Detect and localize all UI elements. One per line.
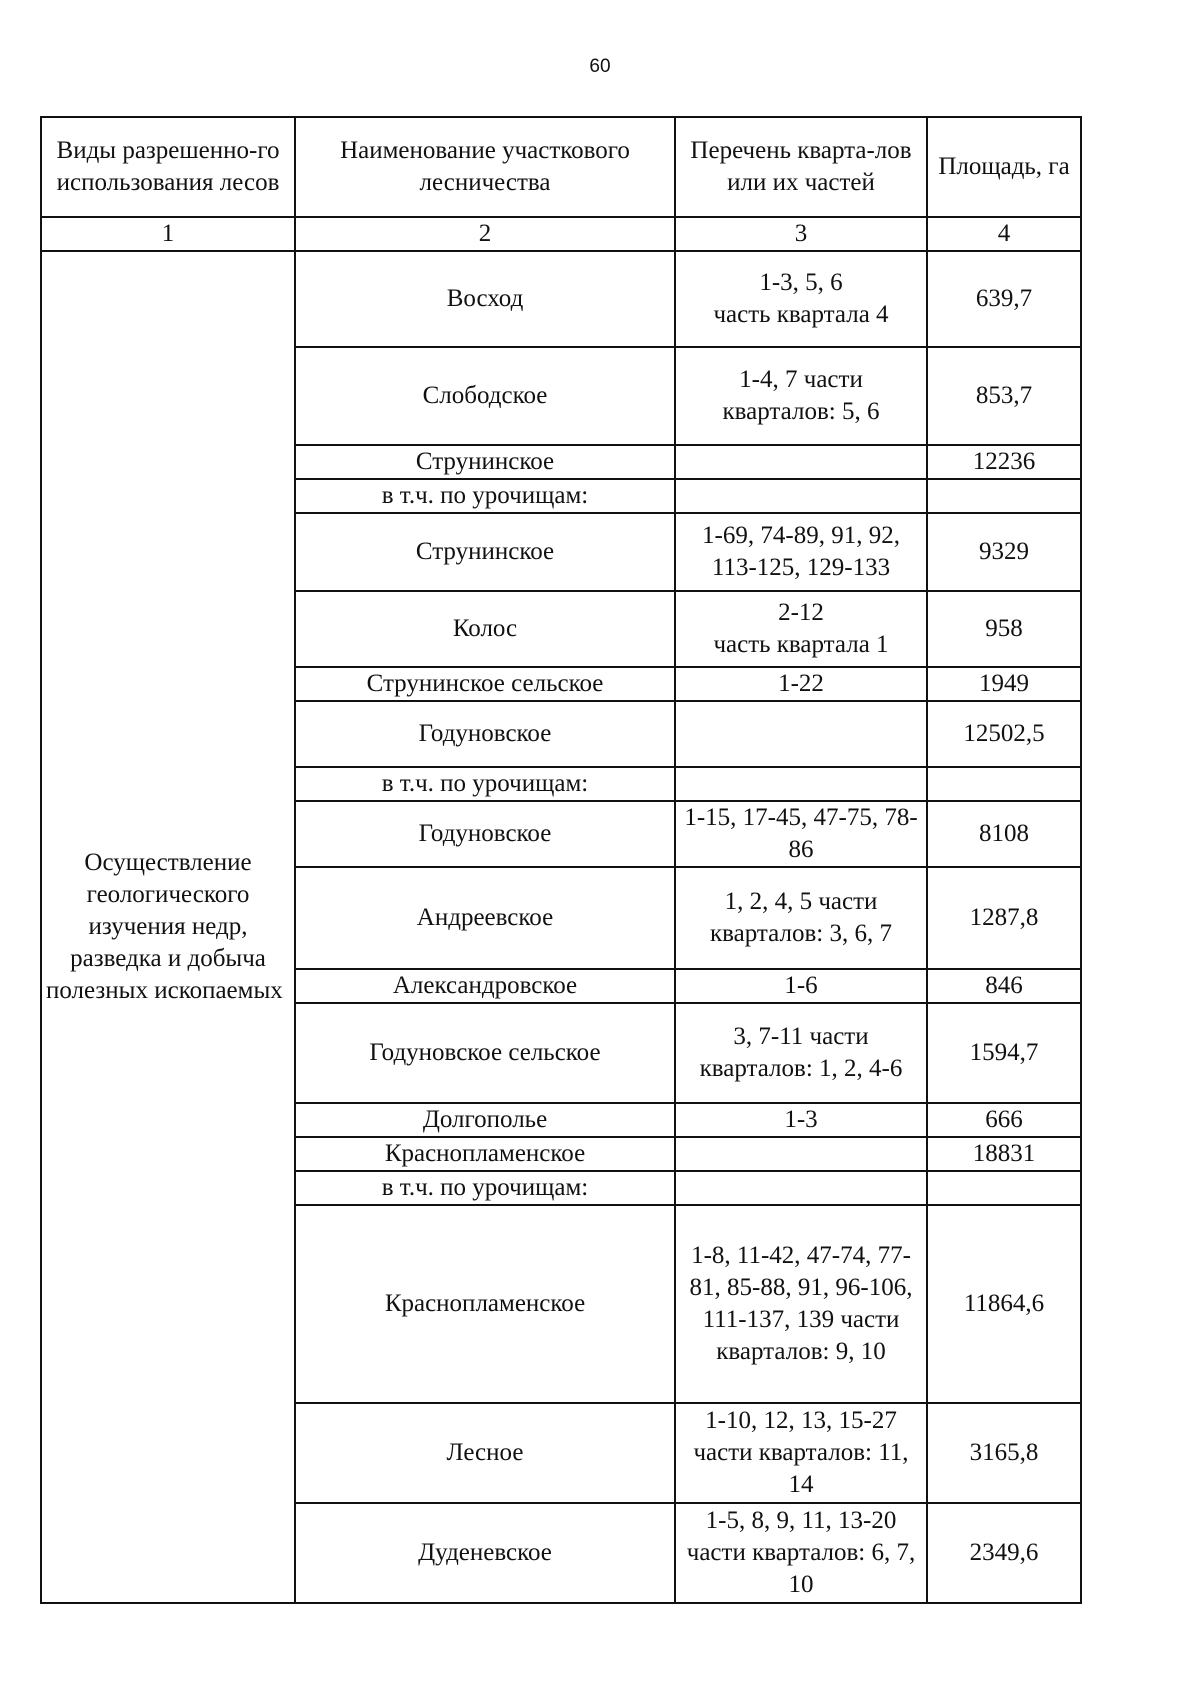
forestry-name: Слободское [295, 347, 675, 445]
area-cell: 18831 [927, 1137, 1081, 1171]
quarters-cell: 1-22 [675, 667, 927, 701]
forestry-name: Александровское [295, 969, 675, 1003]
area-cell: 666 [927, 1103, 1081, 1137]
quarters-cell [675, 1171, 927, 1205]
quarters-line: 2-12 часть квартала 1 [713, 599, 889, 658]
quarters-cell [675, 701, 927, 767]
forestry-name: Андреевское [295, 867, 675, 969]
forestry-name: Краснопламенское [295, 1205, 675, 1403]
forestry-name: Годуновское сельское [295, 1003, 675, 1103]
subgroup-label: в т.ч. по урочищам: [295, 1171, 675, 1205]
quarters-cell: 1-15, 17-45, 47-75, 78-86 [675, 801, 927, 867]
forestry-name: Лесное [295, 1403, 675, 1503]
area-cell: 1949 [927, 667, 1081, 701]
usage-type-cell: Осуществление геологического изучения недр, разведка и добыча полезных ископаемых [41, 251, 295, 1603]
forestry-name: Краснопламенское [295, 1137, 675, 1171]
quarters-cell: 1-10, 12, 13, 15-27 части кварталов: 11, 14 [675, 1403, 927, 1503]
page-number: 60 [589, 56, 611, 77]
area-cell [927, 1171, 1081, 1205]
quarters-cell: 1-4, 7 части кварталов: 5, 6 [675, 347, 927, 445]
quarters-cell: 1-8, 11-42, 47-74, 77-81, 85-88, 91, 96-106, 111-137, 139 части кварталов: 9, 10 [675, 1205, 927, 1403]
column-number: 2 [295, 217, 675, 251]
quarters-cell [675, 445, 927, 479]
table-row [41, 251, 1081, 347]
quarters-cell: 3, 7-11 части кварталов: 1, 2, 4-6 [675, 1003, 927, 1103]
quarters-cell: 1-5, 8, 9, 11, 13-20 части кварталов: 6, 7, 10 [675, 1503, 927, 1603]
subgroup-label: в т.ч. по урочищам: [295, 479, 675, 513]
header-usage-type: Виды разрешенно-го использования лесов [41, 117, 295, 217]
header-forestry-name: Наименование участкового лесничества [295, 117, 675, 217]
table-header-row [41, 117, 1081, 217]
area-cell: 846 [927, 969, 1081, 1003]
area-cell: 1594,7 [927, 1003, 1081, 1103]
area-cell: 9329 [927, 513, 1081, 591]
forestry-name: Годуновское [295, 701, 675, 767]
column-number: 3 [675, 217, 927, 251]
quarters-cell: 1-69, 74-89, 91, 92, 113-125, 129-133 [675, 513, 927, 591]
forestry-name: Годуновское [295, 801, 675, 867]
quarters-cell [675, 767, 927, 801]
quarters-cell [675, 591, 927, 667]
forestry-name: Струнинское [295, 513, 675, 591]
area-cell: 958 [927, 591, 1081, 667]
forestry-name: Восход [295, 251, 675, 347]
forest-usage-table [40, 116, 1082, 1604]
forestry-name: Струнинское [295, 445, 675, 479]
area-cell [927, 479, 1081, 513]
forestry-name: Дуденевское [295, 1503, 675, 1603]
area-cell: 639,7 [927, 251, 1081, 347]
area-cell: 3165,8 [927, 1403, 1081, 1503]
column-number: 4 [927, 217, 1081, 251]
area-cell: 1287,8 [927, 867, 1081, 969]
header-area: Площадь, га [927, 117, 1081, 217]
area-cell: 11864,6 [927, 1205, 1081, 1403]
subgroup-label: в т.ч. по урочищам: [295, 767, 675, 801]
quarters-line: 1-3, 5, 6 часть квартала 4 [713, 269, 889, 328]
column-number: 1 [41, 217, 295, 251]
quarters-cell: 1, 2, 4, 5 части кварталов: 3, 6, 7 [675, 867, 927, 969]
header-quarters-list: Перечень кварта-лов или их частей [675, 117, 927, 217]
quarters-cell: 1-6 [675, 969, 927, 1003]
area-cell: 12502,5 [927, 701, 1081, 767]
area-cell: 2349,6 [927, 1503, 1081, 1603]
column-number-row [41, 217, 1081, 251]
area-cell [927, 767, 1081, 801]
forestry-name: Струнинское сельское [295, 667, 675, 701]
quarters-cell [675, 251, 927, 347]
forestry-name: Колос [295, 591, 675, 667]
forestry-name: Долгополье [295, 1103, 675, 1137]
quarters-cell: 1-3 [675, 1103, 927, 1137]
area-cell: 12236 [927, 445, 1081, 479]
area-cell: 8108 [927, 801, 1081, 867]
quarters-cell [675, 479, 927, 513]
quarters-cell [675, 1137, 927, 1171]
area-cell: 853,7 [927, 347, 1081, 445]
